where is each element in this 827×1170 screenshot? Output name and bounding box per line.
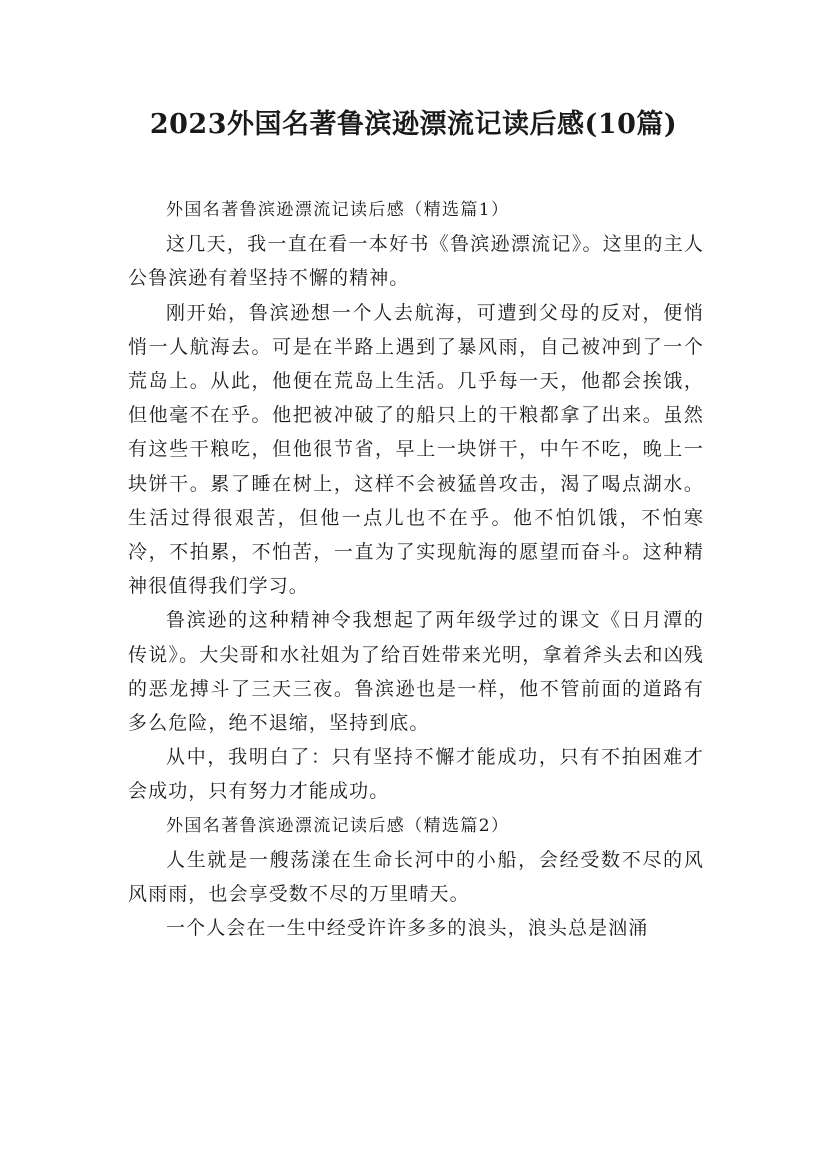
paragraph: 这几天，我一直在看一本好书《鲁滨逊漂流记》。这里的主人公鲁滨逊有着坚持不懈的精神。 — [128, 233, 704, 290]
paragraph: 刚开始，鲁滨逊想一个人去航海，可遭到父母的反对，便悄悄一人航海去。可是在半路上遇到了暴风雨，自己被冲到了一个荒岛上。从此，他便在荒岛上生活。几乎每一天，他都会挨饿，但他毫不在乎。他把被冲破了的船只上的干粮都拿了出来。虽然有这些干粮吃，但他很节省，早上一块饼干，中午不吃，晚上一块饼干。累了睡在树上，这样不会被猛兽攻击，渴了喝点湖水。生活过得很艰苦，但他一点儿也不在乎。他不怕饥饿，不怕寒冷，不拍累，不怕苦，一直为了实现航海的愿望而奋斗。这种精神很值得我们学习。 — [128, 301, 704, 598]
paragraph: 鲁滨逊的这种精神令我想起了两年级学过的课文《日月潭的传说》。大尖哥和水社姐为了给百姓带来光明，拿着斧头去和凶残的恶龙搏斗了三天三夜。鲁滨逊也是一样，他不管前面的道路有多么危险，绝不退缩，坚持到底。 — [128, 609, 704, 735]
document-body — [128, 193, 704, 945]
paragraph: 一个人会在一生中经受许许多多的浪头，浪头总是汹涌 — [166, 917, 649, 940]
section-heading-1: 外国名著鲁滨逊漂流记读后感（精选篇1） — [166, 200, 510, 220]
section-heading-2: 外国名著鲁滨逊漂流记读后感（精选篇2） — [166, 815, 510, 836]
paragraph: 人生就是一艘荡漾在生命长河中的小船，会经受数不尽的风风雨雨，也会享受数不尽的万里晴天。 — [128, 848, 704, 906]
document-title: 2023外国名著鲁滨逊漂流记读后感(10篇) — [149, 109, 678, 140]
paragraph: 从中，我明白了：只有坚持不懈才能成功，只有不拍困难才会成功，只有努力才能成功。 — [128, 746, 704, 803]
